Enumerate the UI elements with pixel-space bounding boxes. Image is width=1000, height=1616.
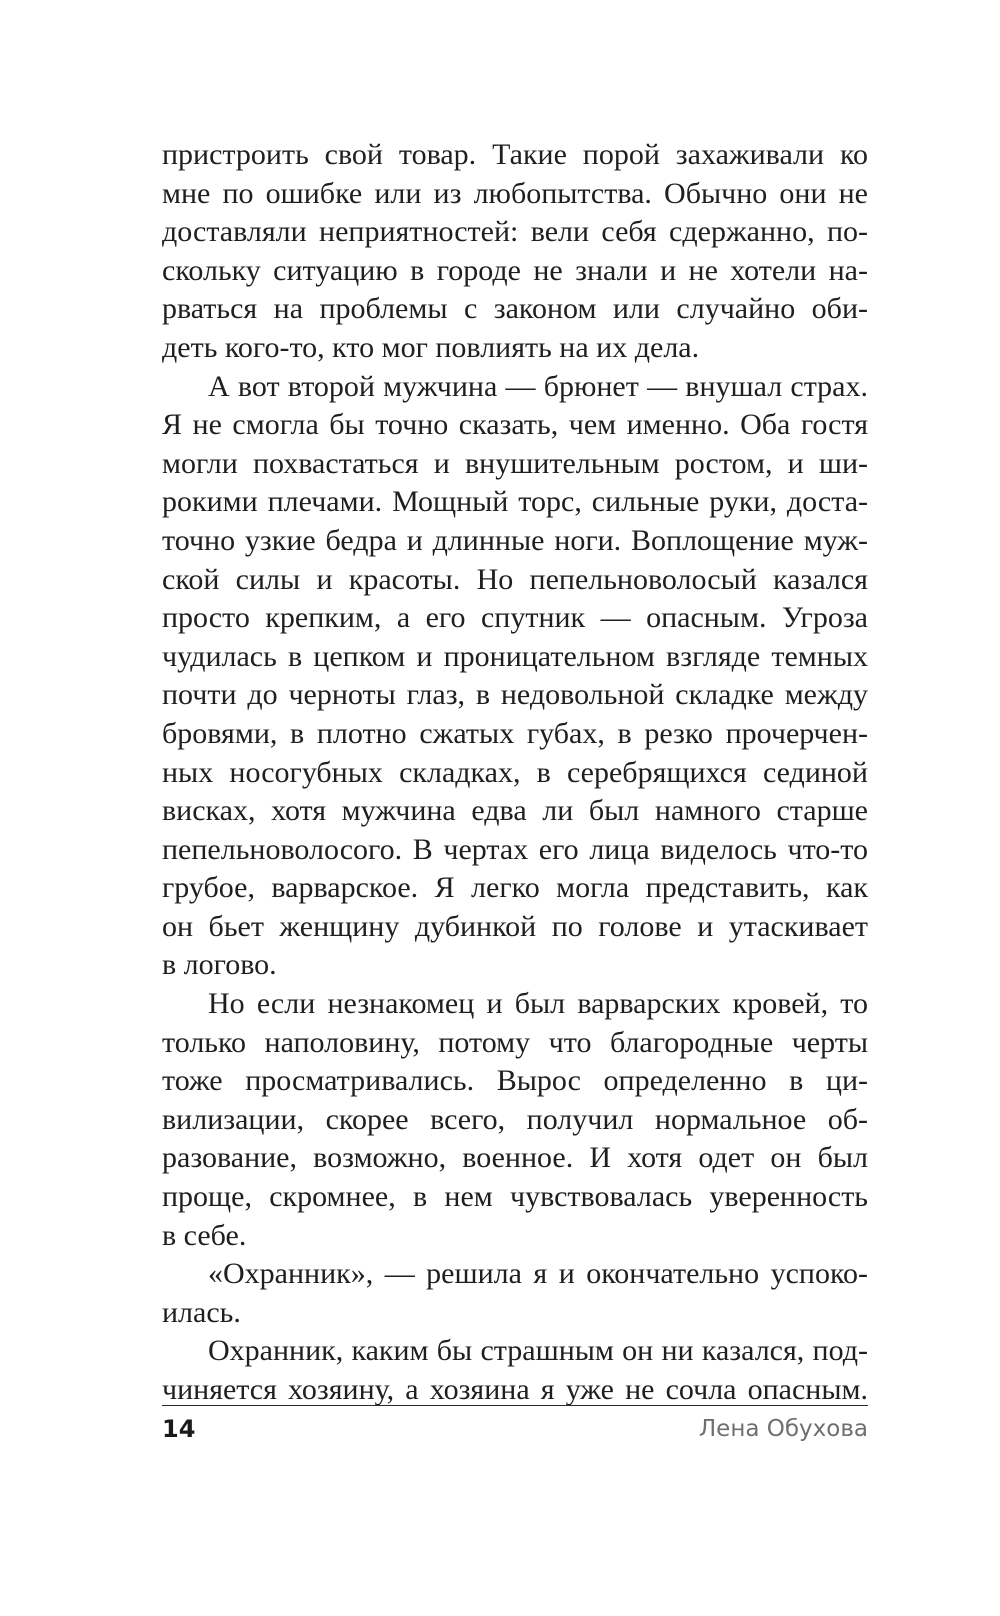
text-line: Но если незнакомец и был варварских кровей, то — [208, 987, 868, 1021]
text-line: мне по ошибке или из любопытства. Обычно они не — [162, 176, 868, 210]
text-line: А вот второй мужчина — брюнет — внушал страх. — [208, 369, 868, 403]
body-text — [162, 136, 868, 1410]
text-line: вилизации, скорее всего, получил нормальное об- — [162, 1102, 868, 1136]
running-footer-author: Лена Обухова — [698, 1416, 868, 1442]
text-line: в себе. — [162, 1218, 247, 1252]
text-line: «Охранник», — решила я и окончательно успоко- — [208, 1257, 868, 1291]
page-number: 14 — [162, 1415, 196, 1443]
text-line: чиняется хозяину, а хозяина я уже не сочла опасным. — [162, 1373, 868, 1406]
text-line: могли похвастаться и внушительным ростом, и ши- — [162, 446, 868, 480]
text-line: Охранник, каким бы страшным он ни казался, под- — [208, 1334, 868, 1368]
text-line: деть кого-то, кто мог повлиять на их дела. — [162, 330, 700, 364]
footer-divider — [162, 1405, 868, 1406]
text-line: тоже просматривались. Вырос определенно в ци- — [162, 1064, 868, 1098]
text-line: грубое, варварское. Я легко могла представить, как — [162, 871, 868, 905]
text-line: Я не смогла бы точно сказать, чем именно. Оба гостя — [162, 408, 868, 442]
text-line: он бьет женщину дубинкой по голове и утаскивает — [162, 909, 868, 943]
text-line: разование, возможно, военное. И хотя одет он был — [162, 1141, 868, 1175]
text-line: точно узкие бедра и длинные ноги. Воплощение муж- — [162, 523, 868, 557]
text-line: проще, скромнее, в нем чувствовалась уверенность — [162, 1180, 868, 1214]
text-line: рваться на проблемы с законом или случайно оби- — [162, 292, 868, 326]
text-line: бровями, в плотно сжатых губах, в резко прочерчен- — [162, 716, 868, 750]
text-line: чудилась в цепком и проницательном взгляде темных — [162, 639, 868, 673]
text-line: в логово. — [162, 948, 277, 982]
text-line: просто крепким, а его спутник — опасным. Угроза — [162, 601, 868, 635]
text-line: ской силы и красоты. Но пепельноволосый казался — [162, 562, 868, 596]
text-line: рокими плечами. Мощный торс, сильные руки, доста- — [162, 485, 868, 519]
text-line: скольку ситуацию в городе не знали и не хотели на- — [162, 253, 868, 287]
text-line: только наполовину, потому что благородные черты — [162, 1025, 868, 1059]
text-line: илась. — [162, 1295, 241, 1329]
text-line: висках, хотя мужчина едва ли был намного старше — [162, 794, 868, 828]
text-line: пепельноволосого. В чертах его лица виделось что-то — [162, 832, 868, 866]
text-line: почти до черноты глаз, в недовольной складке между — [162, 678, 868, 712]
text-line: пристроить свой товар. Такие порой захаживали ко — [162, 138, 868, 171]
text-line: доставляли неприятностей: вели себя сдержанно, по- — [162, 215, 868, 249]
text-line: ных носогубных складках, в серебрящихся сединой — [162, 755, 868, 789]
